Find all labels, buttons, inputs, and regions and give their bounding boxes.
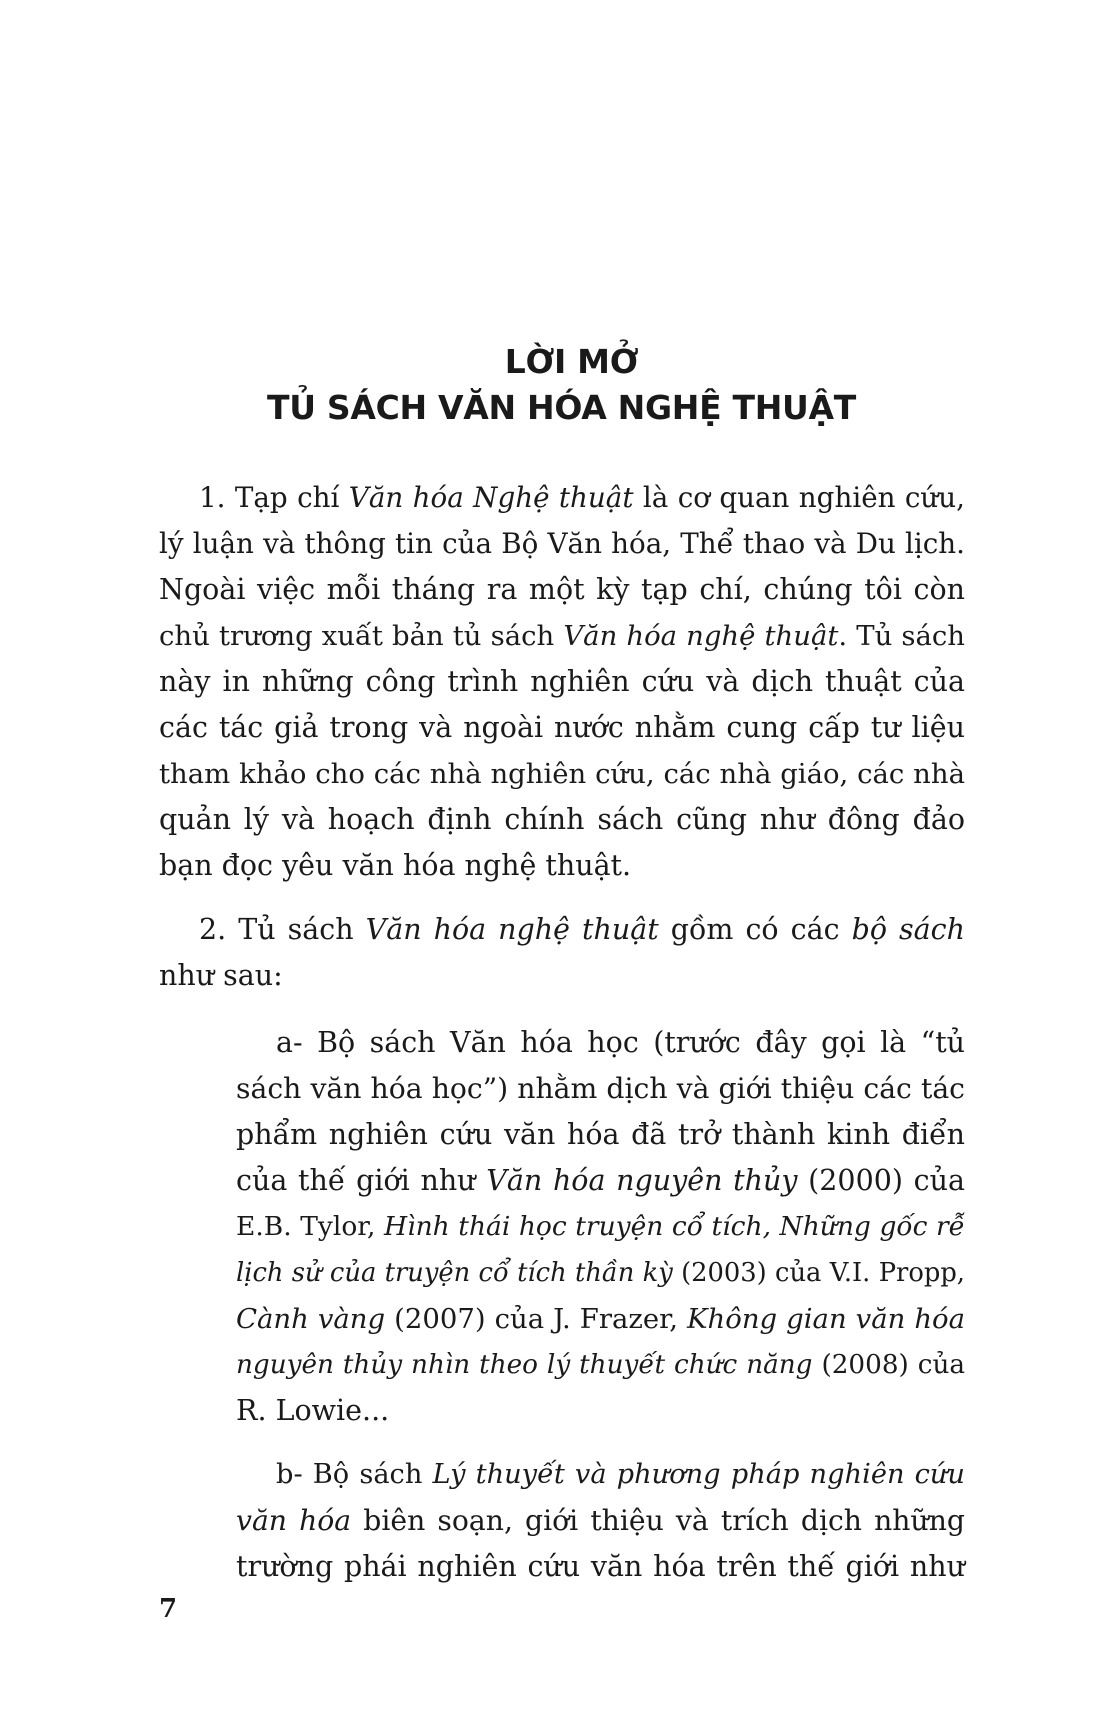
page-title-line-1: LỜI MỞ: [504, 342, 639, 381]
text-line: các tác giả trong và ngoài nước nhằm cung cấp tư liệu: [159, 711, 965, 744]
text-line: lý luận và thông tin của Bộ Văn hóa, Thể thao và Du lịch.: [159, 527, 965, 560]
paragraph-item-a: [236, 1020, 965, 1434]
text-line: Ngoài việc mỗi tháng ra một kỳ tạp chí, chúng tôi còn: [159, 573, 965, 606]
page-title-line-2: TỦ SÁCH VĂN HÓA NGHỆ THUẬT: [267, 388, 856, 427]
text-line: lịch sử của truyện cổ tích thần kỳ (2003) của V.I. Propp,: [236, 1258, 965, 1288]
text-line: a- Bộ sách Văn hóa học (trước đây gọi là “tủ: [276, 1026, 965, 1059]
text-line: như sau:: [159, 959, 283, 992]
text-line: này in những công trình nghiên cứu và dịch thuật của: [159, 665, 965, 698]
page-number: 7: [159, 1594, 178, 1624]
text-line: R. Lowie...: [236, 1394, 390, 1427]
text-line: văn hóa biên soạn, giới thiệu và trích dịch những: [236, 1504, 965, 1537]
text-line: 2. Tủ sách Văn hóa nghệ thuật gồm có các bộ sách: [199, 913, 965, 946]
paragraph-2: [159, 907, 965, 999]
text-line: chủ trương xuất bản tủ sách Văn hóa nghệ thuật. Tủ sách: [159, 620, 965, 652]
paragraph-item-b: [236, 1452, 965, 1590]
text-line: trường phái nghiên cứu văn hóa trên thế giới như: [236, 1550, 965, 1583]
text-line: 1. Tạp chí Văn hóa Nghệ thuật là cơ quan nghiên cứu,: [199, 481, 965, 514]
text-line: quản lý và hoạch định chính sách cũng như đông đảo: [159, 803, 965, 836]
text-line: bạn đọc yêu văn hóa nghệ thuật.: [159, 849, 632, 882]
text-line: E.B. Tylor, Hình thái học truyện cổ tích, Những gốc rễ: [236, 1211, 965, 1242]
paragraph-1: [159, 475, 965, 889]
text-line: b- Bộ sách Lý thuyết và phương pháp nghiên cứu: [276, 1459, 965, 1490]
text-line: phẩm nghiên cứu văn hóa đã trở thành kinh điển: [236, 1118, 965, 1151]
text-line: sách văn hóa học”) nhằm dịch và giới thiệu các tác: [236, 1072, 965, 1105]
text-line: tham khảo cho các nhà nghiên cứu, các nhà giáo, các nhà: [159, 758, 965, 790]
text-line: nguyên thủy nhìn theo lý thuyết chức năng (2008) của: [236, 1350, 965, 1380]
text-line: Cành vàng (2007) của J. Frazer, Không gian văn hóa: [236, 1303, 965, 1335]
text-line: của thế giới như Văn hóa nguyên thủy (2000) của: [236, 1164, 965, 1197]
